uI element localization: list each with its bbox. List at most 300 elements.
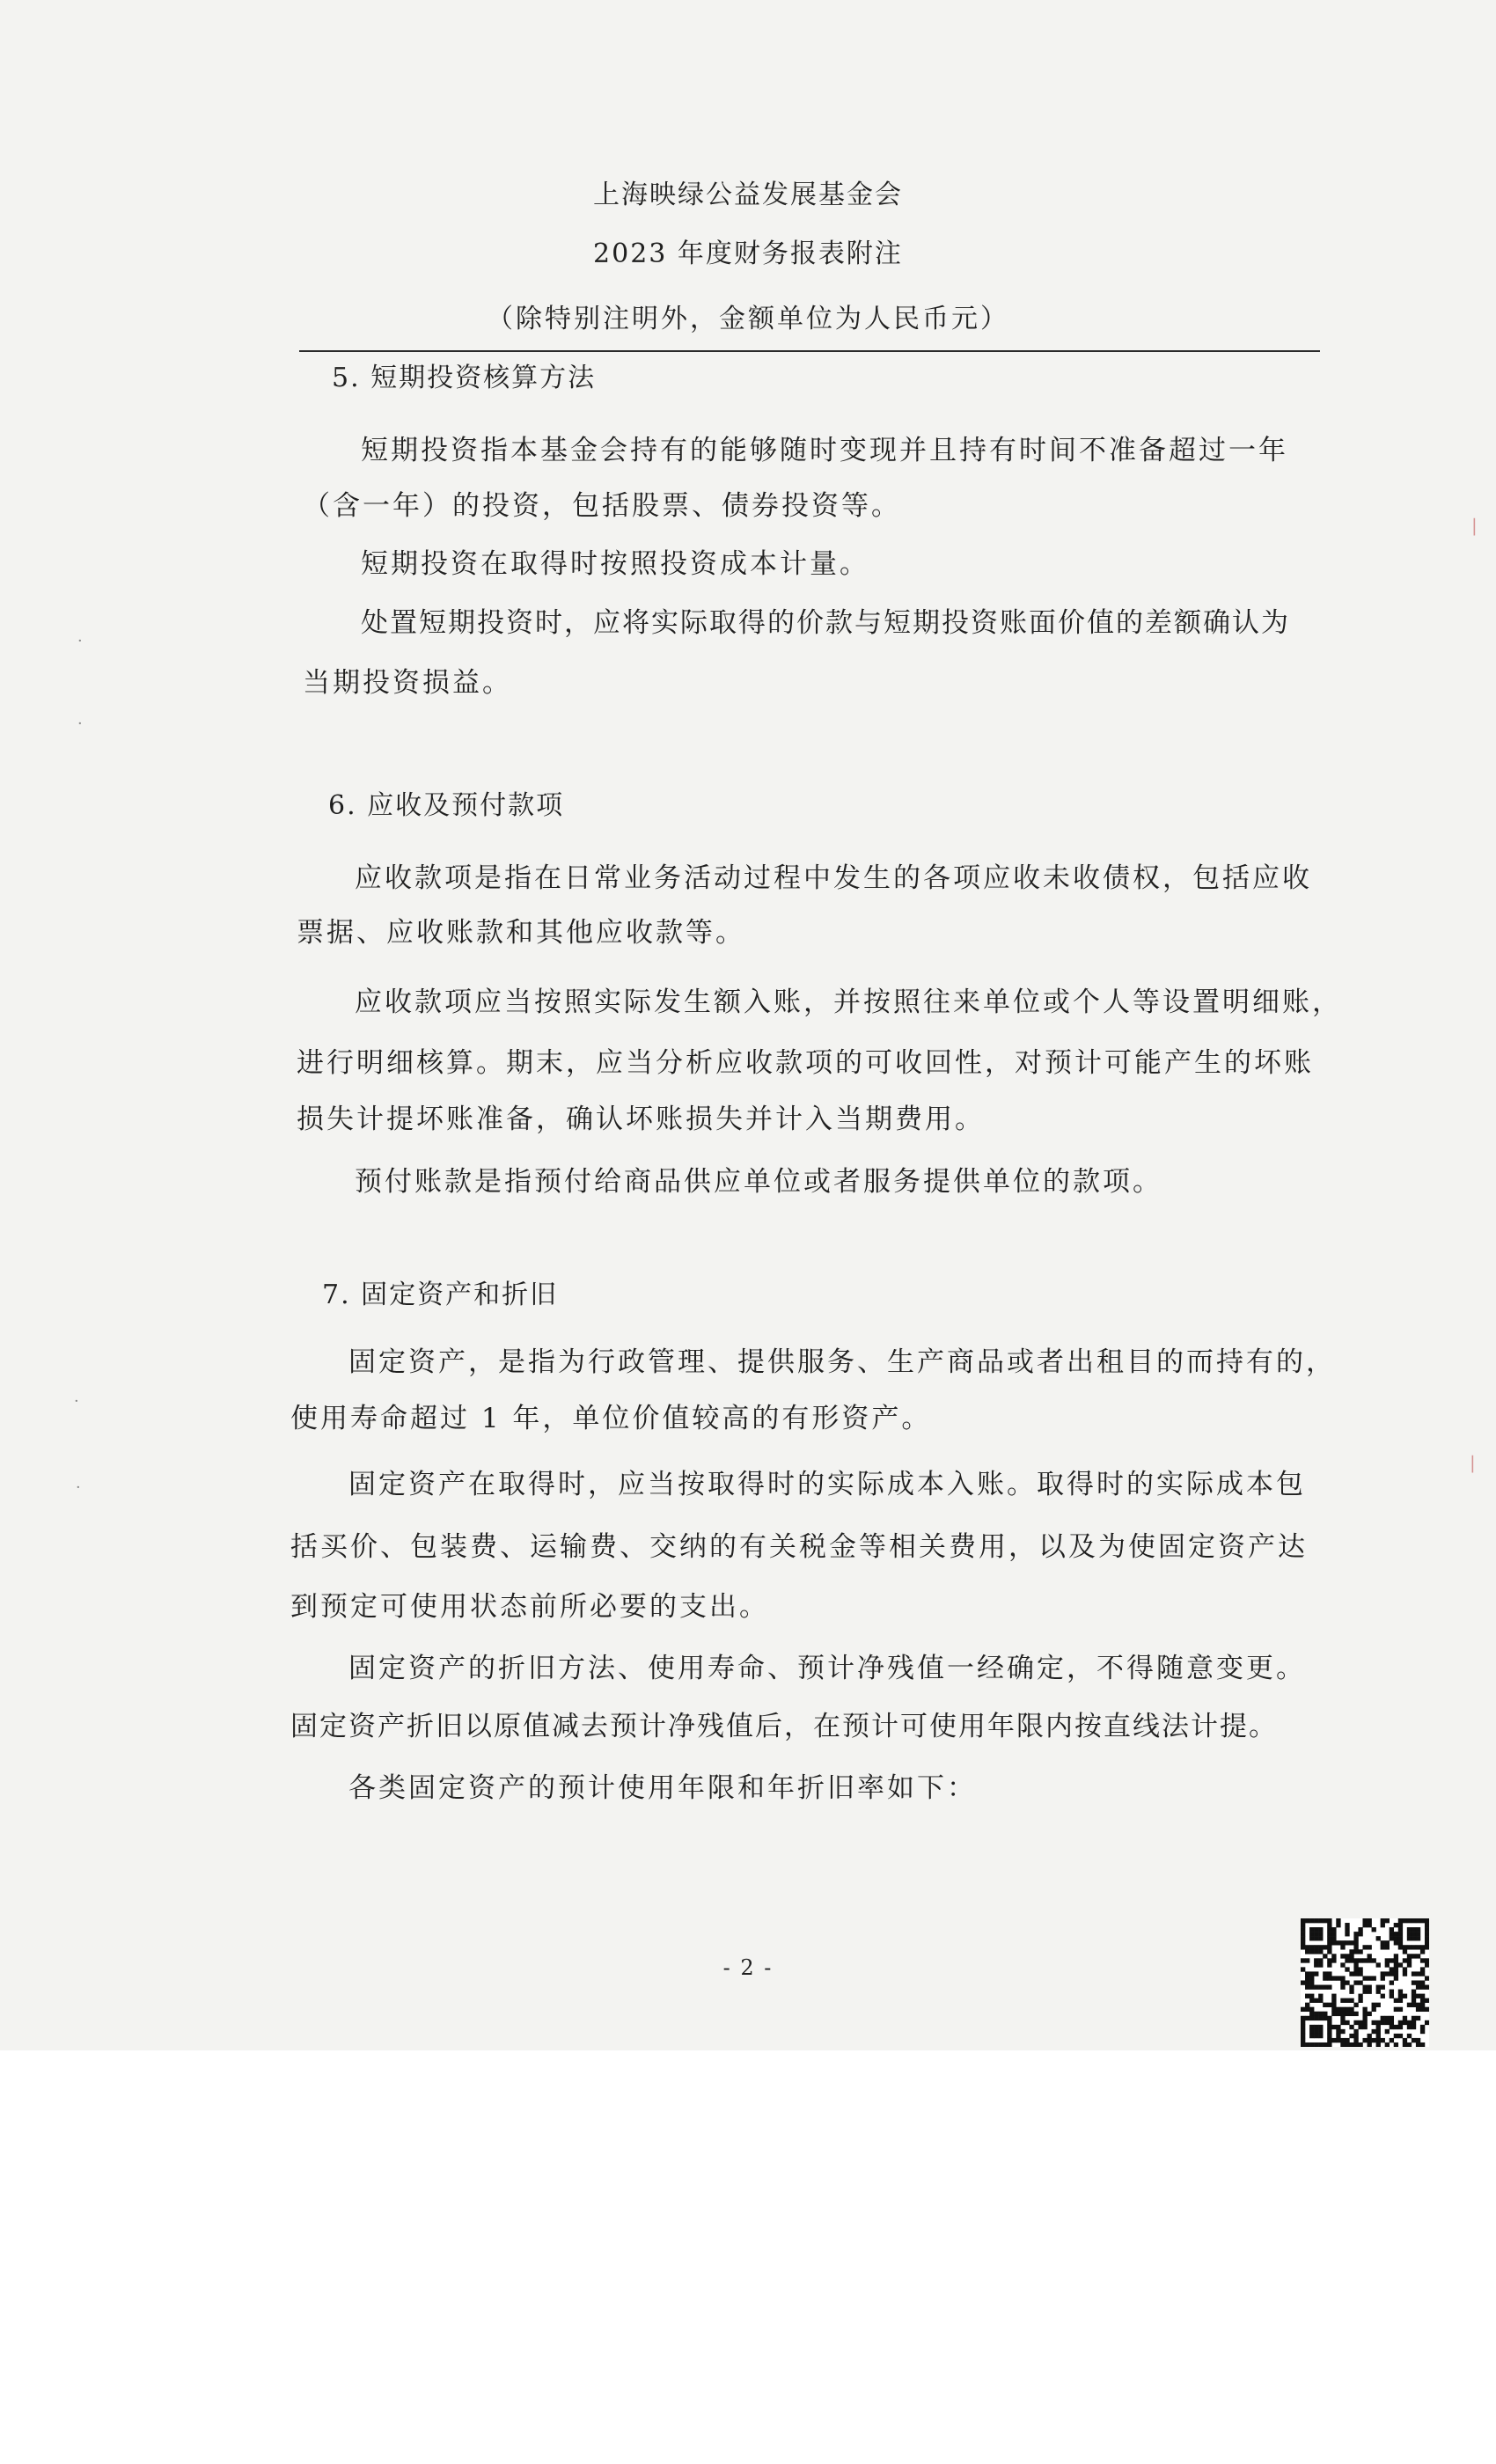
scan-speck: ·: [77, 632, 83, 650]
qr-module: [1318, 2016, 1323, 2020]
qr-module: [1362, 2012, 1367, 2016]
qr-module: [1376, 2038, 1381, 2042]
qr-module: [1305, 1945, 1309, 1949]
qr-module: [1372, 2038, 1376, 2042]
qr-module: [1309, 1980, 1314, 1984]
qr-module: [1345, 2042, 1349, 2047]
qr-module: [1340, 1954, 1345, 1958]
qr-module: [1327, 1985, 1331, 1990]
qr-module: [1385, 2029, 1390, 2034]
qr-module: [1394, 1932, 1398, 1936]
qr-module: [1372, 1927, 1376, 1932]
qr-module: [1420, 2007, 1425, 2012]
qr-module: [1412, 1998, 1416, 2003]
qr-module: [1327, 1936, 1331, 1940]
qr-module: [1353, 1958, 1358, 1962]
qr-module: [1425, 1985, 1429, 1990]
qr-module: [1381, 1945, 1385, 1949]
qr-module: [1305, 1980, 1309, 1984]
qr-module: [1301, 1945, 1305, 1949]
qr-module: [1407, 2034, 1412, 2038]
section-heading-short-term-investment: 5. 短期投资核算方法: [332, 363, 597, 393]
qr-module: [1301, 1980, 1305, 1984]
qr-module: [1301, 2038, 1305, 2042]
qr-module: [1416, 1918, 1420, 1923]
qr-module: [1362, 1990, 1367, 1994]
qr-module: [1331, 2025, 1336, 2029]
qr-module: [1327, 1927, 1331, 1932]
qr-code: [1301, 1918, 1429, 2047]
qr-module: [1323, 2003, 1327, 2007]
header-rule: [299, 350, 1320, 352]
qr-module: [1420, 1985, 1425, 1990]
qr-module: [1390, 1994, 1394, 1998]
qr-module: [1353, 1936, 1358, 1940]
qr-module: [1420, 1918, 1425, 1923]
qr-module: [1340, 1998, 1345, 2003]
qr-module: [1412, 2003, 1416, 2007]
qr-module: [1416, 2003, 1420, 2007]
qr-module: [1420, 1994, 1425, 1998]
qr-module: [1358, 1971, 1362, 1976]
qr-module: [1372, 2029, 1376, 2034]
qr-module: [1407, 2003, 1412, 2007]
qr-module: [1340, 2012, 1345, 2016]
qr-module: [1327, 2034, 1331, 2038]
qr-module: [1362, 1985, 1367, 1990]
qr-module: [1368, 2034, 1372, 2038]
qr-module: [1349, 1985, 1353, 1990]
qr-module: [1309, 1976, 1314, 1980]
qr-module: [1331, 1976, 1336, 1980]
qr-module: [1398, 1990, 1403, 1994]
qr-module: [1336, 2012, 1340, 2016]
qr-module: [1318, 1962, 1323, 1967]
qr-module: [1331, 2007, 1336, 2012]
qr-module: [1331, 1954, 1336, 1958]
qr-module: [1340, 2020, 1345, 2025]
paragraph-line: 票据、应收账款和其他应收款等。: [297, 917, 745, 949]
qr-module: [1372, 1976, 1376, 1980]
qr-module: [1385, 2016, 1390, 2020]
paragraph-line: 固定资产，是指为行政管理、提供服务、生产商品或者出租目的而持有的，: [348, 1346, 1336, 1378]
qr-module: [1398, 2025, 1403, 2029]
qr-module: [1376, 2020, 1381, 2025]
scan-speck: ·: [77, 715, 83, 733]
qr-module: [1416, 1936, 1420, 1940]
qr-module: [1345, 1958, 1349, 1962]
qr-module: [1318, 2042, 1323, 2047]
qr-module: [1345, 2012, 1349, 2016]
qr-module: [1420, 1949, 1425, 1954]
qr-module: [1425, 2007, 1429, 2012]
qr-module: [1403, 2042, 1407, 2047]
qr-module: [1314, 1998, 1318, 2003]
qr-module: [1407, 1962, 1412, 1967]
qr-module: [1309, 1985, 1314, 1990]
qr-module: [1394, 2034, 1398, 2038]
qr-module: [1353, 1967, 1358, 1971]
qr-module: [1331, 1927, 1336, 1932]
qr-module: [1398, 2007, 1403, 2012]
qr-module: [1353, 1932, 1358, 1936]
qr-module: [1403, 1958, 1407, 1962]
qr-module: [1345, 1954, 1349, 1958]
qr-module: [1385, 2042, 1390, 2047]
qr-module: [1394, 1998, 1398, 2003]
qr-module: [1394, 1962, 1398, 1967]
qr-module: [1412, 1990, 1416, 1994]
qr-module: [1309, 1918, 1314, 1923]
qr-module: [1327, 1976, 1331, 1980]
qr-module: [1358, 1932, 1362, 1936]
qr-module: [1305, 1976, 1309, 1980]
qr-module: [1309, 2034, 1314, 2038]
qr-module: [1376, 1990, 1381, 1994]
qr-module: [1425, 1998, 1429, 2003]
qr-module: [1314, 1971, 1318, 1976]
qr-module: [1394, 1954, 1398, 1958]
qr-module: [1336, 2029, 1340, 2034]
scan-speck: ·: [74, 1392, 79, 1411]
qr-module: [1398, 1932, 1403, 1936]
qr-module: [1358, 1998, 1362, 2003]
qr-module: [1398, 1940, 1403, 1945]
qr-module: [1398, 1918, 1403, 1923]
qr-module: [1358, 2042, 1362, 2047]
qr-module: [1331, 1932, 1336, 1936]
qr-module: [1420, 1971, 1425, 1976]
qr-module: [1318, 2029, 1323, 2034]
qr-module: [1336, 1923, 1340, 1927]
qr-module: [1309, 2007, 1314, 2012]
qr-module: [1301, 2016, 1305, 2020]
qr-module: [1349, 1940, 1353, 1945]
qr-module: [1372, 1958, 1376, 1962]
qr-module: [1416, 2007, 1420, 2012]
qr-module: [1368, 1918, 1372, 1923]
qr-module: [1394, 1936, 1398, 1940]
qr-module: [1412, 2020, 1416, 2025]
qr-module: [1301, 1940, 1305, 1945]
qr-module: [1416, 1980, 1420, 1984]
qr-module: [1318, 1985, 1323, 1990]
qr-module: [1398, 2034, 1403, 2038]
qr-module: [1368, 1976, 1372, 1980]
qr-module: [1420, 1958, 1425, 1962]
qr-module: [1331, 2038, 1336, 2042]
report-title: 2023 年度财务报表附注: [593, 238, 903, 269]
qr-module: [1412, 2038, 1416, 2042]
qr-module: [1327, 1932, 1331, 1936]
qr-module: [1301, 1932, 1305, 1936]
qr-module: [1305, 2042, 1309, 2047]
qr-module: [1362, 1918, 1367, 1923]
qr-module: [1385, 1958, 1390, 1962]
qr-module: [1385, 2020, 1390, 2025]
paragraph-line: 短期投资在取得时按照投资成本计量。: [361, 548, 869, 580]
qr-module: [1301, 2034, 1305, 2038]
qr-module: [1327, 1918, 1331, 1923]
qr-module: [1309, 1998, 1314, 2003]
qr-module: [1301, 2020, 1305, 2025]
qr-module: [1331, 1940, 1336, 1945]
qr-module: [1349, 1958, 1353, 1962]
page-number: - 2 -: [722, 1955, 774, 1980]
qr-module: [1412, 1927, 1416, 1932]
qr-module: [1301, 1936, 1305, 1940]
qr-module: [1372, 2003, 1376, 2007]
qr-module: [1420, 2042, 1425, 2047]
paragraph-line: 应收款项应当按照实际发生额入账，并按照往来单位或个人等设置明细账，: [355, 986, 1342, 1018]
qr-module: [1301, 1918, 1305, 1923]
qr-module: [1394, 2025, 1398, 2029]
qr-module: [1318, 1998, 1323, 2003]
section-heading-fixed-assets: 7. 固定资产和折旧: [322, 1280, 559, 1310]
qr-module: [1340, 1985, 1345, 1990]
qr-module: [1309, 2025, 1314, 2029]
qr-module: [1314, 1962, 1318, 1967]
qr-module: [1368, 2042, 1372, 2047]
qr-module: [1353, 2042, 1358, 2047]
qr-module: [1301, 2029, 1305, 2034]
qr-module: [1318, 1936, 1323, 1940]
qr-module: [1425, 1927, 1429, 1932]
qr-module: [1345, 1980, 1349, 1984]
qr-module: [1314, 1949, 1318, 1954]
qr-module: [1385, 1940, 1390, 1945]
qr-module: [1305, 1971, 1309, 1976]
qr-module: [1340, 2042, 1345, 2047]
qr-module: [1340, 1962, 1345, 1967]
qr-module: [1301, 1958, 1305, 1962]
qr-module: [1362, 1945, 1367, 1949]
qr-module: [1376, 2025, 1381, 2029]
qr-module: [1353, 2029, 1358, 2034]
qr-module: [1368, 1958, 1372, 1962]
qr-module: [1390, 2020, 1394, 2025]
qr-module: [1301, 2007, 1305, 2012]
qr-module: [1309, 2012, 1314, 2016]
qr-module: [1314, 1945, 1318, 1949]
qr-module: [1398, 1998, 1403, 2003]
qr-module: [1362, 2020, 1367, 2025]
qr-module: [1425, 1932, 1429, 1936]
qr-module: [1345, 1932, 1349, 1936]
qr-module: [1340, 2007, 1345, 2012]
paragraph-line: 处置短期投资时，应将实际取得的价款与短期投资账面价值的差额确认为: [361, 607, 1290, 639]
qr-module: [1318, 2025, 1323, 2029]
qr-module: [1331, 1958, 1336, 1962]
qr-module: [1327, 2016, 1331, 2020]
qr-module: [1327, 1945, 1331, 1949]
qr-module: [1385, 1962, 1390, 1967]
qr-module: [1327, 2003, 1331, 2007]
qr-module: [1425, 1962, 1429, 1967]
qr-module: [1398, 1994, 1403, 1998]
qr-module: [1425, 1940, 1429, 1945]
qr-module: [1318, 1918, 1323, 1923]
qr-module: [1314, 1936, 1318, 1940]
qr-module: [1314, 2042, 1318, 2047]
qr-module: [1376, 1936, 1381, 1940]
qr-module: [1381, 2016, 1385, 2020]
qr-module: [1398, 1962, 1403, 1967]
qr-module: [1353, 1962, 1358, 1967]
qr-module: [1314, 1958, 1318, 1962]
qr-module: [1425, 1923, 1429, 1927]
qr-module: [1398, 1936, 1403, 1940]
qr-module: [1323, 2012, 1327, 2016]
qr-module: [1416, 1994, 1420, 1998]
qr-module: [1327, 1940, 1331, 1945]
qr-module: [1390, 1967, 1394, 1971]
paragraph-line: 短期投资指本基金会持有的能够随时变现并且持有时间不准备超过一年: [361, 435, 1288, 466]
qr-module: [1425, 1976, 1429, 1980]
qr-module: [1349, 2007, 1353, 2012]
scan-speck: ·: [76, 1478, 81, 1497]
qr-module: [1416, 1945, 1420, 1949]
paragraph-line: 括买价、包装费、运输费、交纳的有关税金等相关费用，以及为使固定资产达: [290, 1531, 1308, 1563]
qr-module: [1403, 1967, 1407, 1971]
qr-module: [1309, 1971, 1314, 1976]
qr-module: [1412, 1954, 1416, 1958]
qr-module: [1412, 2016, 1416, 2020]
qr-module: [1345, 1923, 1349, 1927]
qr-module: [1412, 2025, 1416, 2029]
qr-module: [1416, 1954, 1420, 1958]
qr-module: [1385, 1918, 1390, 1923]
qr-module: [1398, 1923, 1403, 1927]
qr-module: [1318, 1932, 1323, 1936]
qr-module: [1412, 1971, 1416, 1976]
qr-module: [1390, 1936, 1394, 1940]
qr-module: [1394, 1971, 1398, 1976]
qr-module: [1362, 2016, 1367, 2020]
qr-module: [1362, 2007, 1367, 2012]
qr-module: [1416, 1927, 1420, 1932]
qr-module: [1345, 2038, 1349, 2042]
qr-module: [1323, 1954, 1327, 1958]
qr-module: [1353, 1945, 1358, 1949]
qr-module: [1390, 1971, 1394, 1976]
qr-module: [1345, 2007, 1349, 2012]
qr-module: [1403, 1949, 1407, 1954]
qr-module: [1398, 1945, 1403, 1949]
qr-module: [1305, 1994, 1309, 1998]
qr-module: [1403, 1994, 1407, 1998]
qr-module: [1390, 1958, 1394, 1962]
qr-module: [1345, 1998, 1349, 2003]
qr-module: [1416, 1971, 1420, 1976]
qr-module: [1314, 2025, 1318, 2029]
qr-module: [1403, 1971, 1407, 1976]
qr-module: [1381, 1918, 1385, 1923]
qr-module: [1349, 1954, 1353, 1958]
qr-module: [1394, 2042, 1398, 2047]
qr-module: [1314, 2016, 1318, 2020]
qr-module: [1420, 2025, 1425, 2029]
qr-module: [1327, 2042, 1331, 2047]
qr-module: [1420, 1945, 1425, 1949]
qr-module: [1403, 2038, 1407, 2042]
qr-module: [1368, 1990, 1372, 1994]
qr-module: [1349, 2012, 1353, 2016]
qr-module: [1336, 2007, 1340, 2012]
qr-module: [1358, 1927, 1362, 1932]
qr-module: [1420, 2003, 1425, 2007]
qr-module: [1407, 2025, 1412, 2029]
qr-module: [1331, 2003, 1336, 2007]
qr-module: [1376, 2042, 1381, 2047]
qr-code-graphic: [1301, 1918, 1429, 2047]
qr-module: [1349, 1971, 1353, 1976]
qr-module: [1318, 2012, 1323, 2016]
qr-module: [1368, 1954, 1372, 1958]
qr-module: [1394, 1967, 1398, 1971]
qr-module: [1327, 1923, 1331, 1927]
qr-module: [1336, 2025, 1340, 2029]
qr-module: [1425, 1918, 1429, 1923]
qr-module: [1358, 2020, 1362, 2025]
qr-module: [1340, 2038, 1345, 2042]
qr-module: [1327, 1971, 1331, 1976]
qr-module: [1385, 1945, 1390, 1949]
qr-module: [1390, 1927, 1394, 1932]
qr-module: [1327, 2025, 1331, 2029]
qr-module: [1323, 1945, 1327, 1949]
qr-module: [1353, 2038, 1358, 2042]
qr-module: [1305, 1949, 1309, 1954]
qr-module: [1314, 1927, 1318, 1932]
qr-module: [1425, 2020, 1429, 2025]
qr-module: [1407, 1954, 1412, 1958]
qr-module: [1403, 2016, 1407, 2020]
qr-module: [1385, 1971, 1390, 1976]
qr-module: [1358, 1980, 1362, 1984]
qr-module: [1425, 1936, 1429, 1940]
qr-module: [1336, 2038, 1340, 2042]
section-heading-receivables: 6. 应收及预付款项: [328, 790, 565, 821]
qr-module: [1376, 2029, 1381, 2034]
qr-module: [1390, 2016, 1394, 2020]
qr-module: [1394, 1923, 1398, 1927]
qr-module: [1425, 1958, 1429, 1962]
qr-module: [1407, 1945, 1412, 1949]
qr-module: [1376, 2034, 1381, 2038]
qr-module: [1301, 2025, 1305, 2029]
qr-module: [1323, 1918, 1327, 1923]
qr-module: [1412, 1994, 1416, 1998]
qr-module: [1318, 1949, 1323, 1954]
qr-module: [1407, 1932, 1412, 1936]
qr-module: [1368, 2038, 1372, 2042]
paragraph-line: 当期投资损益。: [303, 667, 512, 699]
qr-module: [1327, 2020, 1331, 2025]
qr-module: [1362, 1923, 1367, 1927]
qr-module: [1336, 2034, 1340, 2038]
qr-module: [1323, 1976, 1327, 1980]
paragraph-line: 应收款项是指在日常业务活动过程中发生的各项应收未收债权，包括应收: [355, 862, 1312, 894]
qr-module: [1301, 1923, 1305, 1927]
qr-module: [1368, 1945, 1372, 1949]
qr-module: [1318, 1927, 1323, 1932]
qr-module: [1416, 2016, 1420, 2020]
qr-module: [1314, 1918, 1318, 1923]
qr-module: [1305, 1958, 1309, 1962]
qr-module: [1353, 2020, 1358, 2025]
qr-module: [1305, 1985, 1309, 1990]
